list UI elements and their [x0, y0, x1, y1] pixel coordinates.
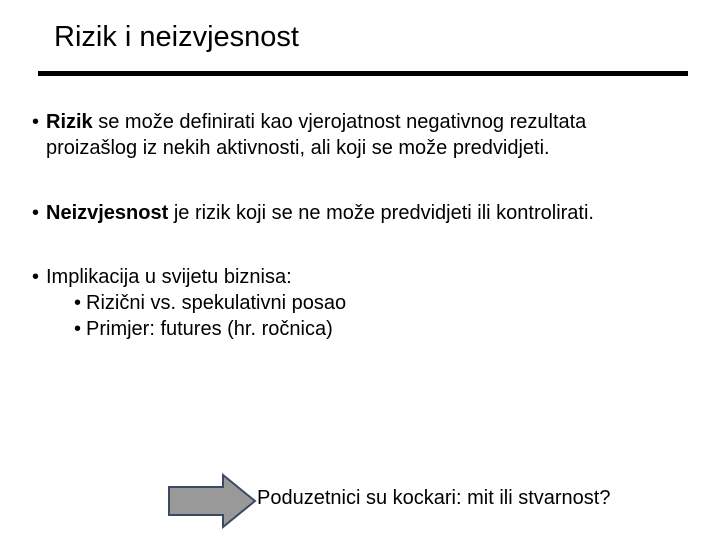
bullet-text-neizvjesnost: je rizik koji se ne može predvidjeti ili kontrolirati. — [168, 202, 594, 224]
slide-title: Rizik i neizvjesnost — [54, 21, 299, 53]
bullet-term-rizik: Rizik — [46, 111, 93, 133]
sub-bullet-item: • Primjer: futures (hr. ročnica) — [46, 316, 668, 342]
bullet-neizvjesnost — [28, 200, 668, 226]
bullet-term-neizvjesnost: Neizvjesnost — [46, 202, 169, 224]
arrow-shape — [169, 475, 255, 527]
bullet-text-rizik: se može definirati kao vjerojatnost negativnog rezultata proizašlog iz nekih aktivnosti, ali koji se može predvidjeti. — [46, 111, 587, 159]
sub-bullet-list — [46, 290, 668, 342]
callout-text: Poduzetnici su kockari: mit ili stvarnost? — [257, 487, 611, 509]
title-divider — [38, 71, 688, 76]
bullet-text-implikacija: Implikacija u svijetu biznisa: — [46, 266, 292, 288]
right-arrow-icon — [167, 473, 257, 529]
bullet-rizik — [28, 109, 668, 161]
sub-bullet-item: • Rizični vs. spekulativni posao — [46, 290, 668, 316]
bullet-implikacija — [28, 264, 668, 342]
slide-content — [28, 109, 668, 342]
